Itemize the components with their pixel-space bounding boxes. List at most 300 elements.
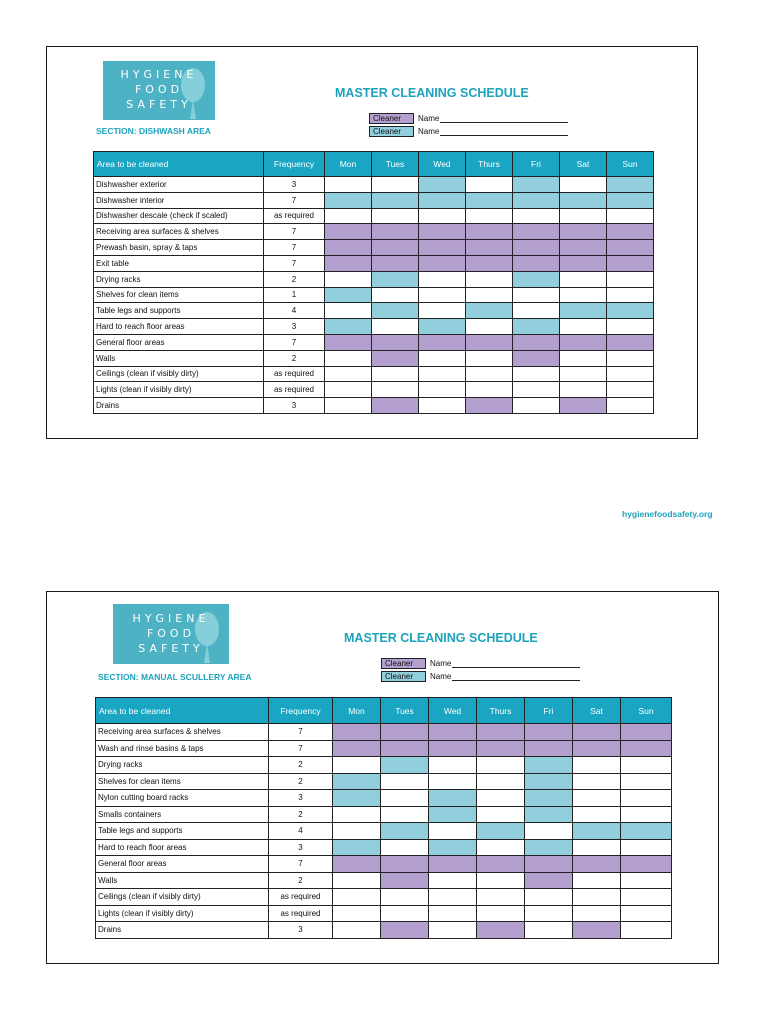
schedule-cell-sun[interactable] xyxy=(621,724,672,741)
schedule-cell-tues[interactable] xyxy=(381,823,429,840)
schedule-cell-sun[interactable] xyxy=(621,757,672,774)
schedule-cell-thurs[interactable] xyxy=(466,224,513,240)
schedule-cell-tues[interactable] xyxy=(381,872,429,889)
schedule-cell-tues[interactable] xyxy=(381,839,429,856)
schedule-cell-tues[interactable] xyxy=(372,224,419,240)
schedule-cell-mon[interactable] xyxy=(333,839,381,856)
schedule-cell-tues[interactable] xyxy=(372,398,419,414)
page-title: MASTER CLEANING SCHEDULE xyxy=(335,86,529,100)
table-row xyxy=(94,398,654,414)
schedule-cell-thurs[interactable] xyxy=(477,856,525,873)
schedule-cell-mon[interactable] xyxy=(325,303,372,319)
cleaner-key-blue: Cleaner xyxy=(381,671,426,682)
schedule-cell-tues[interactable] xyxy=(381,740,429,757)
day-header-sat: Sat xyxy=(560,152,607,177)
schedule-cell-fri[interactable] xyxy=(513,177,560,193)
schedule-cell-sun[interactable] xyxy=(607,287,654,303)
schedule-cell-thurs[interactable] xyxy=(477,823,525,840)
logo-line-1: HYGIENE xyxy=(120,68,198,81)
area-cell: Dishwasher descale (check if scaled) xyxy=(94,208,264,224)
name-field[interactable] xyxy=(452,659,580,668)
schedule-cell-sun[interactable] xyxy=(607,382,654,398)
cleaner-row-blue xyxy=(381,670,580,683)
schedule-cell-sat[interactable] xyxy=(573,889,621,906)
day-header-wed: Wed xyxy=(429,698,477,724)
day-header-fri: Fri xyxy=(513,152,560,177)
area-cell: General floor areas xyxy=(94,334,264,350)
cleaner-row-blue xyxy=(369,125,568,138)
schedule-cell-thurs[interactable] xyxy=(477,839,525,856)
schedule-cell-thurs[interactable] xyxy=(466,303,513,319)
schedule-cell-thurs[interactable] xyxy=(477,806,525,823)
schedule-cell-mon[interactable] xyxy=(333,856,381,873)
schedule-cell-fri[interactable] xyxy=(513,208,560,224)
schedule-cell-thurs[interactable] xyxy=(477,740,525,757)
frequency-cell: as required xyxy=(264,366,325,382)
area-cell: Dishwasher interior xyxy=(94,192,264,208)
frequency-cell: 7 xyxy=(269,856,333,873)
schedule-cell-fri[interactable] xyxy=(525,872,573,889)
schedule-cell-mon[interactable] xyxy=(333,889,381,906)
table-row xyxy=(94,287,654,303)
schedule-cell-mon[interactable] xyxy=(325,240,372,256)
schedule-cell-thurs[interactable] xyxy=(477,757,525,774)
frequency-cell: 2 xyxy=(269,806,333,823)
frequency-cell: 3 xyxy=(264,398,325,414)
schedule-cell-sun[interactable] xyxy=(607,255,654,271)
schedule-cell-sun[interactable] xyxy=(607,271,654,287)
schedule-cell-tues[interactable] xyxy=(372,255,419,271)
schedule-cell-tues[interactable] xyxy=(381,757,429,774)
schedule-cell-sat[interactable] xyxy=(573,823,621,840)
schedule-cell-mon[interactable] xyxy=(325,287,372,303)
area-cell: Prewash basin, spray & taps xyxy=(94,240,264,256)
name-field[interactable] xyxy=(440,127,568,136)
area-cell: Nylon cutting board racks xyxy=(96,790,269,807)
schedule-cell-wed[interactable] xyxy=(419,271,466,287)
schedule-cell-wed[interactable] xyxy=(419,240,466,256)
schedule-cell-mon[interactable] xyxy=(325,255,372,271)
frequency-cell: 2 xyxy=(269,757,333,774)
schedule-cell-thurs[interactable] xyxy=(477,773,525,790)
schedule-cell-thurs[interactable] xyxy=(466,350,513,366)
schedule-cell-thurs[interactable] xyxy=(477,872,525,889)
day-header-fri: Fri xyxy=(525,698,573,724)
day-header-mon: Mon xyxy=(325,152,372,177)
schedule-cell-fri[interactable] xyxy=(513,319,560,335)
schedule-cell-mon[interactable] xyxy=(325,366,372,382)
schedule-cell-wed[interactable] xyxy=(429,839,477,856)
schedule-cell-fri[interactable] xyxy=(525,839,573,856)
schedule-cell-tues[interactable] xyxy=(372,287,419,303)
schedule-cell-sat[interactable] xyxy=(573,856,621,873)
cleaner-key-purple: Cleaner xyxy=(381,658,426,669)
area-cell: Exit table xyxy=(94,255,264,271)
schedule-cell-fri[interactable] xyxy=(525,740,573,757)
schedule-cell-sat[interactable] xyxy=(573,773,621,790)
schedule-cell-tues[interactable] xyxy=(372,177,419,193)
table-row xyxy=(96,790,672,807)
schedule-cell-mon[interactable] xyxy=(325,398,372,414)
schedule-cell-sun[interactable] xyxy=(621,905,672,922)
schedule-cell-thurs[interactable] xyxy=(477,790,525,807)
schedule-cell-mon[interactable] xyxy=(333,724,381,741)
schedule-cell-wed[interactable] xyxy=(429,740,477,757)
frequency-cell: as required xyxy=(269,889,333,906)
schedule-cell-sun[interactable] xyxy=(607,208,654,224)
schedule-cell-sun[interactable] xyxy=(607,240,654,256)
area-cell: Smalls containers xyxy=(96,806,269,823)
schedule-cell-fri[interactable] xyxy=(525,905,573,922)
schedule-cell-wed[interactable] xyxy=(419,319,466,335)
schedule-cell-tues[interactable] xyxy=(381,806,429,823)
schedule-cell-sat[interactable] xyxy=(560,366,607,382)
table-row xyxy=(94,255,654,271)
schedule-cell-sat[interactable] xyxy=(573,806,621,823)
frequency-cell: 7 xyxy=(269,740,333,757)
schedule-cell-sat[interactable] xyxy=(560,255,607,271)
schedule-cell-thurs[interactable] xyxy=(466,319,513,335)
cleaning-schedule-table xyxy=(93,151,654,414)
schedule-cell-sun[interactable] xyxy=(607,303,654,319)
schedule-cell-thurs[interactable] xyxy=(477,889,525,906)
frequency-cell: 7 xyxy=(264,192,325,208)
schedule-cell-sat[interactable] xyxy=(560,271,607,287)
schedule-cell-wed[interactable] xyxy=(429,773,477,790)
schedule-cell-mon[interactable] xyxy=(333,905,381,922)
schedule-cell-thurs[interactable] xyxy=(466,271,513,287)
schedule-cell-wed[interactable] xyxy=(429,889,477,906)
schedule-cell-mon[interactable] xyxy=(325,382,372,398)
schedule-cell-sun[interactable] xyxy=(607,334,654,350)
frequency-cell: 2 xyxy=(269,773,333,790)
schedule-cell-sun[interactable] xyxy=(607,350,654,366)
area-cell: Dishwasher exterior xyxy=(94,177,264,193)
frequency-cell: 2 xyxy=(264,271,325,287)
area-cell: Hard to reach floor areas xyxy=(96,839,269,856)
area-cell: Wash and rinse basins & taps xyxy=(96,740,269,757)
table-row xyxy=(94,240,654,256)
schedule-cell-sat[interactable] xyxy=(573,839,621,856)
hygiene-food-safety-logo xyxy=(113,604,229,664)
schedule-cell-wed[interactable] xyxy=(419,287,466,303)
schedule-cell-thurs[interactable] xyxy=(466,255,513,271)
schedule-cell-fri[interactable] xyxy=(513,350,560,366)
schedule-cell-sun[interactable] xyxy=(621,740,672,757)
schedule-cell-sat[interactable] xyxy=(560,192,607,208)
schedule-cell-fri[interactable] xyxy=(513,287,560,303)
area-cell: Drains xyxy=(96,922,269,939)
schedule-cell-tues[interactable] xyxy=(372,350,419,366)
schedule-cell-sat[interactable] xyxy=(560,319,607,335)
schedule-cell-sat[interactable] xyxy=(560,177,607,193)
day-header-sun: Sun xyxy=(621,698,672,724)
schedule-cell-tues[interactable] xyxy=(381,790,429,807)
schedule-cell-fri[interactable] xyxy=(525,856,573,873)
name-field[interactable] xyxy=(440,114,568,123)
schedule-cell-thurs[interactable] xyxy=(466,366,513,382)
schedule-cell-sun[interactable] xyxy=(621,790,672,807)
schedule-cell-tues[interactable] xyxy=(372,208,419,224)
schedule-cell-tues[interactable] xyxy=(372,192,419,208)
schedule-cell-wed[interactable] xyxy=(429,905,477,922)
schedule-cell-tues[interactable] xyxy=(381,773,429,790)
day-header-sat: Sat xyxy=(573,698,621,724)
frequency-cell: 7 xyxy=(269,724,333,741)
schedule-cell-sat[interactable] xyxy=(560,224,607,240)
schedule-cell-wed[interactable] xyxy=(429,757,477,774)
area-cell: General floor areas xyxy=(96,856,269,873)
schedule-cell-mon[interactable] xyxy=(325,177,372,193)
schedule-cell-wed[interactable] xyxy=(419,366,466,382)
schedule-cell-fri[interactable] xyxy=(513,271,560,287)
schedule-cell-sun[interactable] xyxy=(607,366,654,382)
schedule-cell-fri[interactable] xyxy=(513,224,560,240)
table-row xyxy=(96,922,672,939)
frequency-cell: 3 xyxy=(269,839,333,856)
logo-line-3: SAFETY xyxy=(126,98,192,111)
schedule-cell-mon[interactable] xyxy=(333,790,381,807)
schedule-cell-sun[interactable] xyxy=(621,823,672,840)
schedule-cell-fri[interactable] xyxy=(513,303,560,319)
schedule-cell-mon[interactable] xyxy=(325,319,372,335)
schedule-cell-wed[interactable] xyxy=(419,350,466,366)
page-title: MASTER CLEANING SCHEDULE xyxy=(344,631,538,645)
schedule-cell-thurs[interactable] xyxy=(466,334,513,350)
schedule-cell-fri[interactable] xyxy=(525,889,573,906)
schedule-cell-sat[interactable] xyxy=(560,382,607,398)
schedule-cell-sat[interactable] xyxy=(573,740,621,757)
schedule-cell-sun[interactable] xyxy=(621,889,672,906)
schedule-cell-fri[interactable] xyxy=(525,922,573,939)
schedule-cell-sat[interactable] xyxy=(560,287,607,303)
schedule-cell-mon[interactable] xyxy=(325,350,372,366)
schedule-cell-wed[interactable] xyxy=(419,398,466,414)
frequency-cell: 3 xyxy=(269,790,333,807)
schedule-cell-tues[interactable] xyxy=(372,271,419,287)
schedule-cell-sat[interactable] xyxy=(560,208,607,224)
cleaner-row-purple xyxy=(381,657,580,670)
name-label: Name xyxy=(430,672,452,681)
area-cell: Lights (clean if visibly dirty) xyxy=(94,382,264,398)
day-header-tues: Tues xyxy=(381,698,429,724)
logo-line-2: FOOD xyxy=(134,83,184,96)
schedule-cell-fri[interactable] xyxy=(525,757,573,774)
frequency-cell: 3 xyxy=(269,922,333,939)
schedule-cell-sun[interactable] xyxy=(621,806,672,823)
schedule-cell-wed[interactable] xyxy=(429,724,477,741)
schedule-cell-tues[interactable] xyxy=(372,319,419,335)
cleaning-schedule-table xyxy=(95,697,672,939)
schedule-cell-fri[interactable] xyxy=(513,240,560,256)
schedule-cell-sat[interactable] xyxy=(573,790,621,807)
schedule-cell-mon[interactable] xyxy=(333,757,381,774)
schedule-cell-mon[interactable] xyxy=(325,334,372,350)
schedule-cell-mon[interactable] xyxy=(325,271,372,287)
schedule-cell-tues[interactable] xyxy=(372,334,419,350)
table-row xyxy=(96,856,672,873)
schedule-cell-mon[interactable] xyxy=(333,922,381,939)
schedule-cell-thurs[interactable] xyxy=(477,724,525,741)
table-row xyxy=(96,757,672,774)
schedule-cell-sun[interactable] xyxy=(607,177,654,193)
schedule-cell-thurs[interactable] xyxy=(466,208,513,224)
schedule-cell-wed[interactable] xyxy=(419,177,466,193)
area-cell: Ceilings (clean if visibly dirty) xyxy=(96,889,269,906)
schedule-cell-sun[interactable] xyxy=(621,922,672,939)
schedule-cell-mon[interactable] xyxy=(333,806,381,823)
schedule-cell-wed[interactable] xyxy=(429,790,477,807)
schedule-cell-thurs[interactable] xyxy=(477,905,525,922)
schedule-cell-thurs[interactable] xyxy=(477,922,525,939)
schedule-cell-sun[interactable] xyxy=(621,773,672,790)
schedule-cell-tues[interactable] xyxy=(372,303,419,319)
schedule-cell-sat[interactable] xyxy=(573,872,621,889)
schedule-cell-sat[interactable] xyxy=(573,757,621,774)
schedule-cell-fri[interactable] xyxy=(525,790,573,807)
website-link[interactable]: hygienefoodsafety.org xyxy=(622,509,713,519)
schedule-cell-fri[interactable] xyxy=(525,806,573,823)
area-cell: Drying racks xyxy=(96,757,269,774)
schedule-cell-thurs[interactable] xyxy=(466,382,513,398)
logo-line-1: HYGIENE xyxy=(132,612,210,625)
table-row xyxy=(94,208,654,224)
schedule-cell-fri[interactable] xyxy=(513,255,560,271)
schedule-cell-mon[interactable] xyxy=(333,823,381,840)
schedule-cell-mon[interactable] xyxy=(333,740,381,757)
schedule-cell-tues[interactable] xyxy=(381,905,429,922)
frequency-cell: 2 xyxy=(264,350,325,366)
area-cell: Receiving area surfaces & shelves xyxy=(94,224,264,240)
table-row xyxy=(96,724,672,741)
schedule-cell-fri[interactable] xyxy=(525,773,573,790)
schedule-cell-tues[interactable] xyxy=(372,382,419,398)
schedule-cell-sat[interactable] xyxy=(560,334,607,350)
schedule-cell-fri[interactable] xyxy=(513,398,560,414)
table-row xyxy=(96,889,672,906)
schedule-cell-sun[interactable] xyxy=(621,872,672,889)
schedule-cell-sun[interactable] xyxy=(621,839,672,856)
frequency-cell: 7 xyxy=(264,334,325,350)
name-label: Name xyxy=(418,114,440,123)
schedule-cell-thurs[interactable] xyxy=(466,192,513,208)
schedule-cell-sat[interactable] xyxy=(573,724,621,741)
area-cell: Ceilings (clean if visibly dirty) xyxy=(94,366,264,382)
schedule-cell-mon[interactable] xyxy=(325,224,372,240)
schedule-cell-tues[interactable] xyxy=(381,889,429,906)
table-row xyxy=(94,334,654,350)
area-column-header: Area to be cleaned xyxy=(96,698,269,724)
schedule-cell-sat[interactable] xyxy=(573,905,621,922)
schedule-cell-sun[interactable] xyxy=(607,319,654,335)
schedule-cell-fri[interactable] xyxy=(513,366,560,382)
schedule-cell-thurs[interactable] xyxy=(466,177,513,193)
area-cell: Drying racks xyxy=(94,271,264,287)
schedule-cell-mon[interactable] xyxy=(333,872,381,889)
schedule-cell-mon[interactable] xyxy=(325,208,372,224)
day-header-mon: Mon xyxy=(333,698,381,724)
schedule-cell-fri[interactable] xyxy=(513,382,560,398)
schedule-cell-sat[interactable] xyxy=(560,303,607,319)
frequency-cell: 3 xyxy=(264,319,325,335)
schedule-cell-thurs[interactable] xyxy=(466,240,513,256)
schedule-cell-wed[interactable] xyxy=(419,303,466,319)
schedule-cell-sun[interactable] xyxy=(607,224,654,240)
schedule-cell-fri[interactable] xyxy=(525,724,573,741)
schedule-cell-wed[interactable] xyxy=(419,192,466,208)
schedule-cell-mon[interactable] xyxy=(325,192,372,208)
name-label: Name xyxy=(418,127,440,136)
schedule-cell-fri[interactable] xyxy=(513,334,560,350)
schedule-cell-wed[interactable] xyxy=(429,872,477,889)
schedule-cell-mon[interactable] xyxy=(333,773,381,790)
schedule-cell-wed[interactable] xyxy=(419,224,466,240)
cleaner-key-blue: Cleaner xyxy=(369,126,414,137)
area-cell: Shelves for clean items xyxy=(94,287,264,303)
schedule-cell-sun[interactable] xyxy=(607,192,654,208)
frequency-cell: as required xyxy=(264,208,325,224)
day-header-tues: Tues xyxy=(372,152,419,177)
area-cell: Shelves for clean items xyxy=(96,773,269,790)
schedule-cell-wed[interactable] xyxy=(429,806,477,823)
cleaner-key-purple: Cleaner xyxy=(369,113,414,124)
table-row xyxy=(94,319,654,335)
schedule-cell-fri[interactable] xyxy=(525,823,573,840)
table-row xyxy=(94,224,654,240)
frequency-cell: 7 xyxy=(264,255,325,271)
area-cell: Table legs and supports xyxy=(94,303,264,319)
schedule-cell-tues[interactable] xyxy=(381,724,429,741)
schedule-cell-wed[interactable] xyxy=(419,334,466,350)
schedule-cell-fri[interactable] xyxy=(513,192,560,208)
schedule-cell-wed[interactable] xyxy=(419,382,466,398)
schedule-cell-sat[interactable] xyxy=(560,398,607,414)
table-row xyxy=(94,382,654,398)
schedule-cell-sat[interactable] xyxy=(573,922,621,939)
name-field[interactable] xyxy=(452,672,580,681)
schedule-cell-tues[interactable] xyxy=(372,240,419,256)
frequency-cell: 3 xyxy=(264,177,325,193)
schedule-cell-tues[interactable] xyxy=(381,856,429,873)
schedule-sheet-scullery xyxy=(46,591,719,964)
schedule-cell-wed[interactable] xyxy=(419,255,466,271)
schedule-cell-thurs[interactable] xyxy=(466,287,513,303)
frequency-cell: 7 xyxy=(264,224,325,240)
day-header-thurs: Thurs xyxy=(466,152,513,177)
schedule-cell-thurs[interactable] xyxy=(466,398,513,414)
schedule-cell-sat[interactable] xyxy=(560,350,607,366)
schedule-cell-wed[interactable] xyxy=(419,208,466,224)
schedule-cell-tues[interactable] xyxy=(381,922,429,939)
table-row xyxy=(96,806,672,823)
hygiene-food-safety-logo xyxy=(103,61,215,120)
day-header-sun: Sun xyxy=(607,152,654,177)
table-row xyxy=(96,872,672,889)
frequency-cell: as required xyxy=(269,905,333,922)
table-row xyxy=(94,350,654,366)
schedule-cell-wed[interactable] xyxy=(429,922,477,939)
day-header-wed: Wed xyxy=(419,152,466,177)
schedule-cell-wed[interactable] xyxy=(429,856,477,873)
schedule-cell-wed[interactable] xyxy=(429,823,477,840)
section-label: SECTION: MANUAL SCULLERY AREA xyxy=(98,672,252,682)
schedule-cell-sat[interactable] xyxy=(560,240,607,256)
schedule-cell-sun[interactable] xyxy=(621,856,672,873)
schedule-cell-tues[interactable] xyxy=(372,366,419,382)
schedule-cell-sun[interactable] xyxy=(607,398,654,414)
frequency-column-header: Frequency xyxy=(264,152,325,177)
area-cell: Receiving area surfaces & shelves xyxy=(96,724,269,741)
